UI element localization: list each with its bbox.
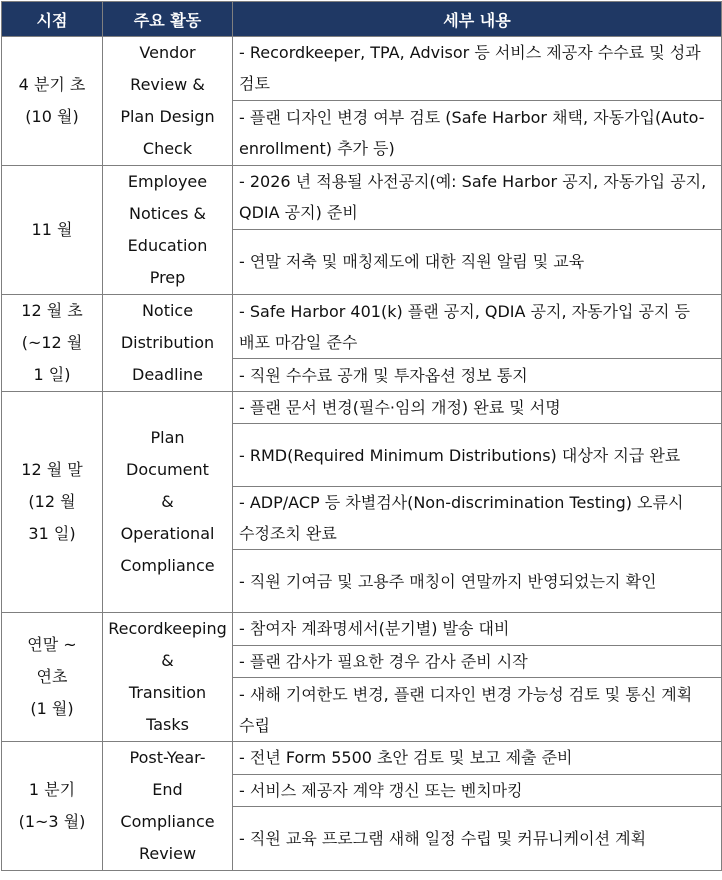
activity-cell: Vendor Review & Plan Design Check — [103, 37, 233, 166]
table-row — [2, 166, 722, 230]
detail-cell: - Safe Harbor 401(k) 플랜 공지, QDIA 공지, 자동가입 공지 등 배포 마감일 준수 — [233, 295, 722, 359]
detail-cell: - 전년 Form 5500 초안 검토 및 보고 제출 준비 — [233, 742, 722, 775]
detail-cell: - 직원 기여금 및 고용주 매칭이 연말까지 반영되었는지 확인 — [233, 550, 722, 613]
header-activity: 주요 활동 — [103, 2, 233, 37]
compliance-timeline-table — [1, 1, 722, 871]
header-time: 시점 — [2, 2, 103, 37]
detail-cell: - 플랜 감사가 필요한 경우 감사 준비 시작 — [233, 645, 722, 678]
detail-cell: - RMD(Required Minimum Distributions) 대상자 지급 완료 — [233, 424, 722, 487]
detail-cell: - 플랜 문서 변경(필수·임의 개정) 완료 및 서명 — [233, 392, 722, 424]
detail-cell: - 플랜 디자인 변경 여부 검토 (Safe Harbor 채택, 자동가입(Auto-enrollment) 추가 등) — [233, 100, 722, 165]
header-details: 세부 내용 — [233, 2, 722, 37]
activity-cell: Employee Notices & Education Prep — [103, 166, 233, 295]
detail-cell: - 직원 수수료 공개 및 투자옵션 정보 통지 — [233, 359, 722, 392]
activity-cell: Notice Distribution Deadline — [103, 295, 233, 392]
detail-cell: - 서비스 제공자 계약 갱신 또는 벤치마킹 — [233, 774, 722, 807]
header-row — [2, 2, 722, 37]
detail-cell: - 연말 저축 및 매칭제도에 대한 직원 알림 및 교육 — [233, 229, 722, 294]
detail-cell: - Recordkeeper, TPA, Advisor 등 서비스 제공자 수수료 및 성과 검토 — [233, 37, 722, 101]
time-cell: 1 분기 (1~3 월) — [2, 742, 103, 871]
time-cell: 연말 ~ 연초 (1 월) — [2, 613, 103, 742]
activity-cell: Post-Year- End Compliance Review — [103, 742, 233, 871]
table-row — [2, 392, 722, 424]
time-cell: 12 월 초 (~12 월 1 일) — [2, 295, 103, 392]
table-row — [2, 613, 722, 646]
activity-cell: Plan Document & Operational Compliance — [103, 392, 233, 613]
table-row — [2, 37, 722, 101]
detail-cell: - 2026 년 적용될 사전공지(예: Safe Harbor 공지, 자동가입 공지, QDIA 공지) 준비 — [233, 166, 722, 230]
detail-cell: - ADP/ACP 등 차별검사(Non-discrimination Testing) 오류시 수정조치 완료 — [233, 487, 722, 550]
timeline-body — [2, 37, 722, 871]
table-row — [2, 742, 722, 775]
detail-cell: - 참여자 계좌명세서(분기별) 발송 대비 — [233, 613, 722, 646]
detail-cell: - 직원 교육 프로그램 새해 일정 수립 및 커뮤니케이션 계획 — [233, 807, 722, 871]
time-cell: 12 월 말 (12 월 31 일) — [2, 392, 103, 613]
detail-cell: - 새해 기여한도 변경, 플랜 디자인 변경 가능성 검토 및 통신 계획 수립 — [233, 678, 722, 742]
time-cell: 4 분기 초 (10 월) — [2, 37, 103, 166]
activity-cell: Recordkeeping & Transition Tasks — [103, 613, 233, 742]
table-row — [2, 295, 722, 359]
time-cell: 11 월 — [2, 166, 103, 295]
